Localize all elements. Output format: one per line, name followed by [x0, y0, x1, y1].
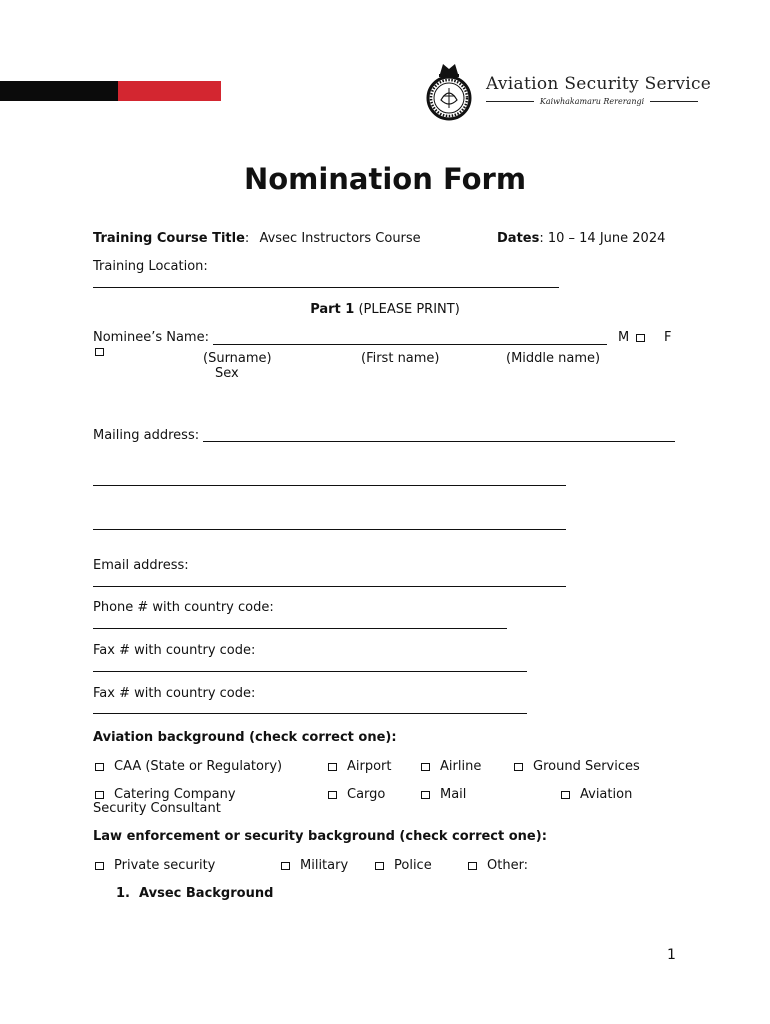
page-number: 1	[667, 947, 676, 963]
option-security-consultant-label: Security Consultant	[93, 801, 221, 816]
option-airport-label: Airport	[347, 759, 392, 774]
option-other[interactable]	[468, 858, 528, 873]
mailing-address-line3[interactable]	[93, 529, 566, 530]
org-subtitle	[486, 97, 698, 106]
option-ground-services-label: Ground Services	[533, 759, 640, 774]
header-bar-red	[118, 81, 221, 101]
training-location-label: Training Location:	[93, 259, 208, 274]
law-heading: Law enforcement or security background (check correct one):	[93, 829, 547, 844]
option-military-label: Military	[300, 858, 349, 873]
training-location-field[interactable]	[93, 287, 559, 288]
option-caa[interactable]	[95, 759, 282, 774]
page-title: Nomination Form	[243, 162, 527, 196]
course-title-value: Avsec Instructors Course	[259, 231, 421, 246]
checkbox-caa[interactable]	[95, 763, 104, 771]
mailing-address-label: Mailing address:	[93, 428, 200, 443]
option-private-security-label: Private security	[114, 858, 216, 873]
option-military[interactable]	[281, 858, 348, 873]
first-name-caption: (First name)	[361, 351, 440, 366]
sex-f-checkbox[interactable]	[95, 348, 104, 356]
mailing-address-field[interactable]	[203, 441, 675, 442]
nominee-name-label: Nominee’s Name:	[93, 330, 209, 345]
nominee-name-field[interactable]	[213, 344, 607, 345]
option-mail-label: Mail	[440, 787, 467, 802]
checkbox-military[interactable]	[281, 862, 290, 870]
part1-note: (PLEASE PRINT)	[358, 302, 460, 317]
option-airport[interactable]	[328, 759, 392, 774]
email-field[interactable]	[93, 586, 566, 587]
checkbox-airport[interactable]	[328, 763, 337, 771]
option-private-security[interactable]	[95, 858, 215, 873]
sex-m-checkbox[interactable]	[636, 334, 645, 342]
part1-label: Part 1	[310, 302, 355, 317]
phone-label: Phone # with country code:	[93, 600, 274, 615]
part1-heading	[0, 302, 770, 317]
option-police-label: Police	[394, 858, 432, 873]
option-other-label: Other:	[487, 858, 529, 873]
org-subtitle-text: Kaiwhakamaru Rererangi	[539, 97, 645, 106]
mailing-address-line2[interactable]	[93, 485, 566, 486]
section-avsec-background: 1. Avsec Background	[116, 886, 274, 901]
crest-logo-icon	[426, 60, 472, 122]
option-cargo-label: Cargo	[347, 787, 386, 802]
sex-m-label: M	[618, 330, 630, 345]
fax-label-2: Fax # with country code:	[93, 686, 256, 701]
sex-caption: Sex	[215, 366, 239, 381]
checkbox-ground-services[interactable]	[514, 763, 523, 771]
option-catering[interactable]	[95, 787, 236, 802]
option-aviation-label: Aviation	[580, 787, 633, 802]
email-label: Email address:	[93, 558, 189, 573]
course-title-label: Training Course Title	[93, 231, 245, 246]
option-airline[interactable]	[421, 759, 481, 774]
checkbox-airline[interactable]	[421, 763, 430, 771]
option-catering-label: Catering Company	[114, 787, 236, 802]
header-bar-black	[0, 81, 118, 101]
checkbox-mail[interactable]	[421, 791, 430, 799]
org-name: Aviation Security Service	[486, 74, 712, 94]
checkbox-other[interactable]	[468, 862, 477, 870]
option-mail[interactable]	[421, 787, 466, 802]
checkbox-cargo[interactable]	[328, 791, 337, 799]
middle-name-caption: (Middle name)	[506, 351, 601, 366]
checkbox-private-security[interactable]	[95, 862, 104, 870]
fax-label-1: Fax # with country code:	[93, 643, 256, 658]
surname-caption: (Surname)	[203, 351, 272, 366]
dates-value: : 10 – 14 June 2024	[539, 231, 666, 246]
checkbox-catering[interactable]	[95, 791, 104, 799]
option-ground-services[interactable]	[514, 759, 640, 774]
dates-label: Dates	[497, 231, 540, 246]
course-title-row: Training Course Title: Avsec Instructors Course	[93, 231, 421, 246]
option-airline-label: Airline	[440, 759, 482, 774]
option-police[interactable]	[375, 858, 432, 873]
aviation-heading: Aviation background (check correct one):	[93, 730, 397, 745]
option-caa-label: CAA (State or Regulatory)	[114, 759, 283, 774]
option-cargo[interactable]	[328, 787, 385, 802]
checkbox-police[interactable]	[375, 862, 384, 870]
sex-f-label: F	[664, 330, 672, 345]
course-dates	[497, 231, 665, 246]
fax-field-2[interactable]	[93, 713, 527, 714]
checkbox-aviation-security-consultant[interactable]	[561, 791, 570, 799]
fax-field-1[interactable]	[93, 671, 527, 672]
phone-field[interactable]	[93, 628, 507, 629]
option-aviation-security-consultant[interactable]	[561, 787, 632, 802]
